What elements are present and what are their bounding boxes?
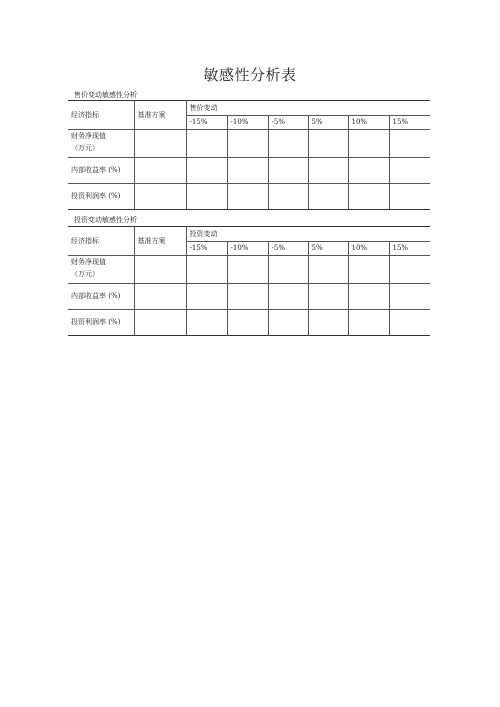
table-cell (308, 310, 348, 336)
table-cell (389, 256, 430, 284)
table-cell (308, 256, 348, 284)
table-cell (134, 184, 186, 210)
section-caption-investment: 投资变动敏感性分析 (74, 216, 137, 224)
sensitivity-table-price (68, 100, 430, 210)
table-cell (348, 184, 389, 210)
change-header: 10% (348, 116, 389, 130)
change-header: -15% (186, 116, 227, 130)
table-cell (389, 184, 430, 210)
row-label (68, 130, 134, 158)
table-cell (348, 158, 389, 184)
table-cell (268, 310, 308, 336)
indicator-header: 经济指标 (68, 101, 134, 130)
baseline-header: 基准方案 (134, 101, 186, 130)
table-cell (134, 256, 186, 284)
table-row (68, 158, 430, 184)
table-cell (308, 158, 348, 184)
row-label: 投资利润率 (%) (68, 310, 134, 336)
table-cell (186, 158, 227, 184)
change-header: -10% (227, 116, 268, 130)
table-cell (268, 184, 308, 210)
change-group-header: 售价变动 (186, 101, 430, 116)
table-cell (348, 284, 389, 310)
row-label: 内部收益率 (%) (68, 158, 134, 184)
table-cell (227, 256, 268, 284)
table-cell (348, 310, 389, 336)
table-cell (134, 130, 186, 158)
table-cell (268, 158, 308, 184)
table-row (68, 310, 430, 336)
table-cell (389, 130, 430, 158)
change-header: 10% (348, 242, 389, 256)
section-caption-price: 售价变动敏感性分析 (74, 91, 137, 99)
table-cell (268, 256, 308, 284)
table-cell (389, 284, 430, 310)
table-row (68, 184, 430, 210)
table-cell (134, 158, 186, 184)
table-cell (268, 284, 308, 310)
table-cell (308, 284, 348, 310)
sensitivity-table-investment (68, 226, 430, 336)
indicator-header: 经济指标 (68, 227, 134, 256)
table-cell (227, 310, 268, 336)
header-row (68, 227, 430, 242)
table-cell (186, 284, 227, 310)
row-label-unit: （万元） (71, 270, 99, 279)
table-cell (227, 158, 268, 184)
change-header: 5% (308, 242, 348, 256)
table-cell (348, 130, 389, 158)
table-cell (186, 184, 227, 210)
change-header: 5% (308, 116, 348, 130)
table-cell (308, 184, 348, 210)
table-cell (308, 130, 348, 158)
row-label: 投资利润率 (%) (68, 184, 134, 210)
table-cell (186, 130, 227, 158)
baseline-header: 基准方案 (134, 227, 186, 256)
table-cell (134, 310, 186, 336)
row-label-unit: （万元） (71, 144, 99, 153)
table-row (68, 256, 430, 284)
change-group-header: 投资变动 (186, 227, 430, 242)
page-title: 敏感性分析表 (203, 66, 297, 84)
table-cell (268, 130, 308, 158)
table-cell (227, 184, 268, 210)
change-header: -15% (186, 242, 227, 256)
table-cell (389, 310, 430, 336)
table-cell (134, 284, 186, 310)
row-label (68, 256, 134, 284)
change-header: -10% (227, 242, 268, 256)
row-label: 内部收益率 (%) (68, 284, 134, 310)
table-cell (227, 284, 268, 310)
change-header: -5% (268, 242, 308, 256)
table-row (68, 284, 430, 310)
row-label-line: 财务净现值 (71, 132, 106, 140)
change-header: 15% (389, 242, 430, 256)
header-row (68, 101, 430, 116)
table-cell (186, 310, 227, 336)
change-header: -5% (268, 116, 308, 130)
table-row (68, 130, 430, 158)
table-cell (389, 158, 430, 184)
table-cell (348, 256, 389, 284)
row-label-line: 财务净现值 (71, 258, 106, 266)
table-cell (227, 130, 268, 158)
change-header: 15% (389, 116, 430, 130)
table-cell (186, 256, 227, 284)
